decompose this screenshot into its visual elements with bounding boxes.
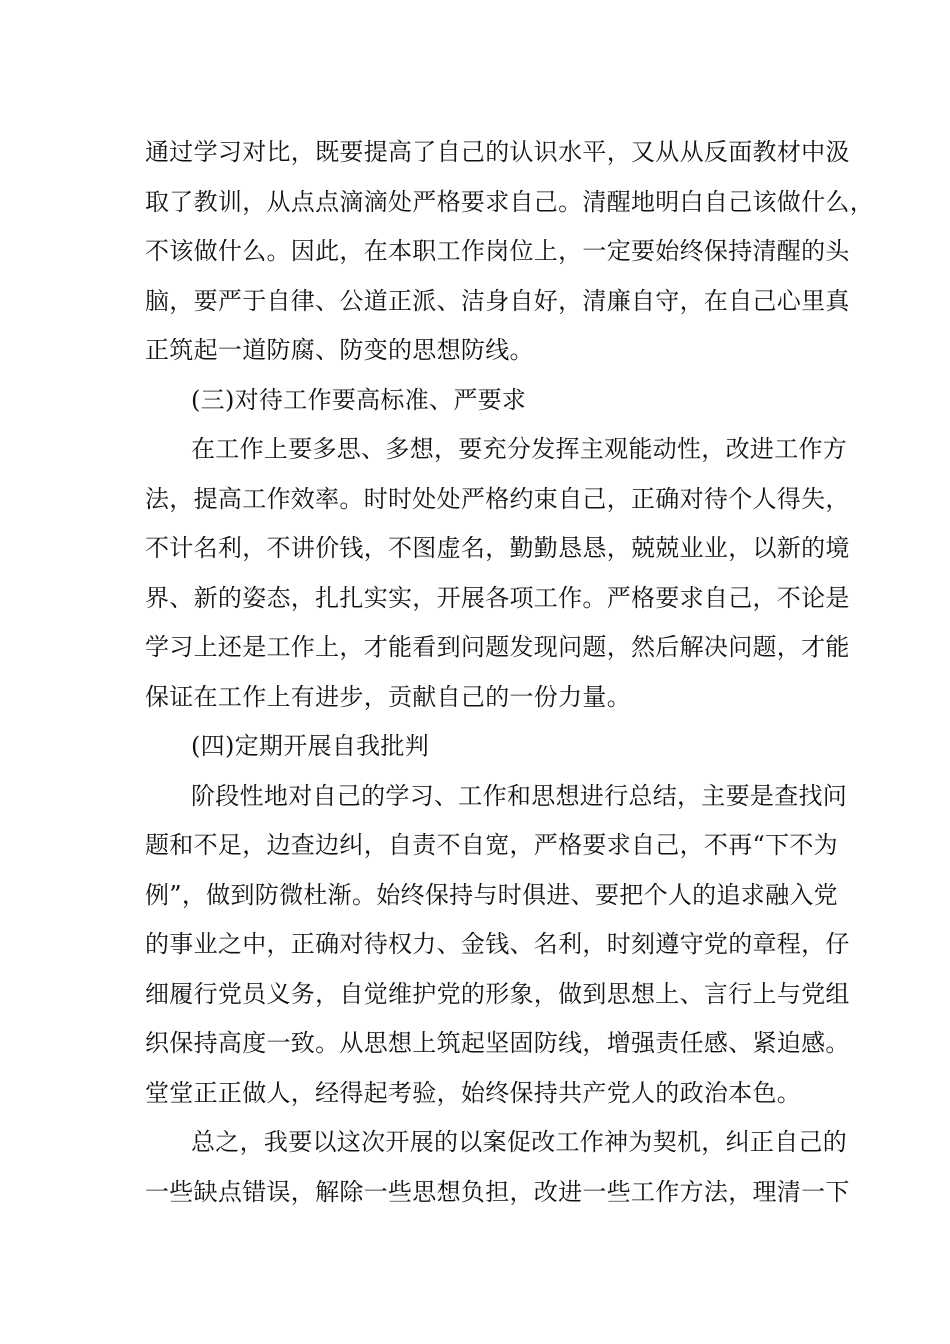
paragraph-line: 法，提高工作效率。时时处处严格约束自己，正确对待个人得失， [145, 484, 850, 513]
paragraph-line: 的事业之中，正确对待权力、金钱、名利，时刻遵守党的章程，仔 [145, 930, 850, 958]
paragraph-line: 通过学习对比，既要提高了自己的认识水平，又从从反面教材中汲 [145, 138, 850, 166]
paragraph-line: 织保持高度一致。从思想上筑起坚固防线，增强责任感、紧迫感。 [145, 1029, 850, 1057]
paragraph-line: 一些缺点错误，解除一些思想负担，改进一些工作方法，理清一下 [145, 1177, 850, 1206]
paragraph-line: 在工作上要多思、多想，要充分发挥主观能动性，改进工作方 [191, 435, 848, 463]
paragraph-line: 脑，要严于自律、公道正派、洁身自好，清廉自守，在自己心里真 [145, 286, 850, 315]
paragraph-line: 界、新的姿态，扎扎实实，开展各项工作。严格要求自己，不论是 [145, 583, 850, 612]
paragraph-line: 堂堂正正做人，经得起考验，始终保持共产党人的政治本色。 [145, 1078, 802, 1107]
paragraph-line: 题和不足，边查边纠，自责不自宽，严格要求自己，不再“下不为 [145, 831, 838, 859]
paragraph-line: 例”，做到防微杜渐。始终保持与时俱进、要把个人的追求融入党 [145, 880, 838, 909]
paragraph-line: 细履行党员义务，自觉维护党的形象，做到思想上、言行上与党组 [145, 979, 850, 1008]
paragraph-line: 取了教训，从点点滴滴处严格要求自己。清醒地明白自己该做什么， [145, 187, 874, 216]
paragraph-line: 正筑起一道防腐、防变的思想防线。 [145, 336, 534, 364]
paragraph-line: 保证在工作上有进步，贡献自己的一份力量。 [145, 682, 631, 711]
paragraph-line: 不该做什么。因此，在本职工作岗位上，一定要始终保持清醒的头 [145, 237, 850, 265]
paragraph-line: 学习上还是工作上，才能看到问题发现问题，然后解决问题，才能 [145, 633, 850, 661]
section-heading-3: (三)对待工作要高标准、严要求 [191, 385, 527, 414]
paragraph-line: 不计名利，不讲价钱，不图虚名，勤勤恳恳，兢兢业业，以新的境 [145, 534, 850, 562]
paragraph-line: 总之，我要以这次开展的以案促改工作神为契机，纠正自己的 [191, 1128, 848, 1156]
paragraph-line: 阶段性地对自己的学习、工作和思想进行总结，主要是查找问 [191, 781, 848, 810]
section-heading-4: (四)定期开展自我批判 [191, 732, 430, 760]
document-body [145, 128, 874, 1217]
